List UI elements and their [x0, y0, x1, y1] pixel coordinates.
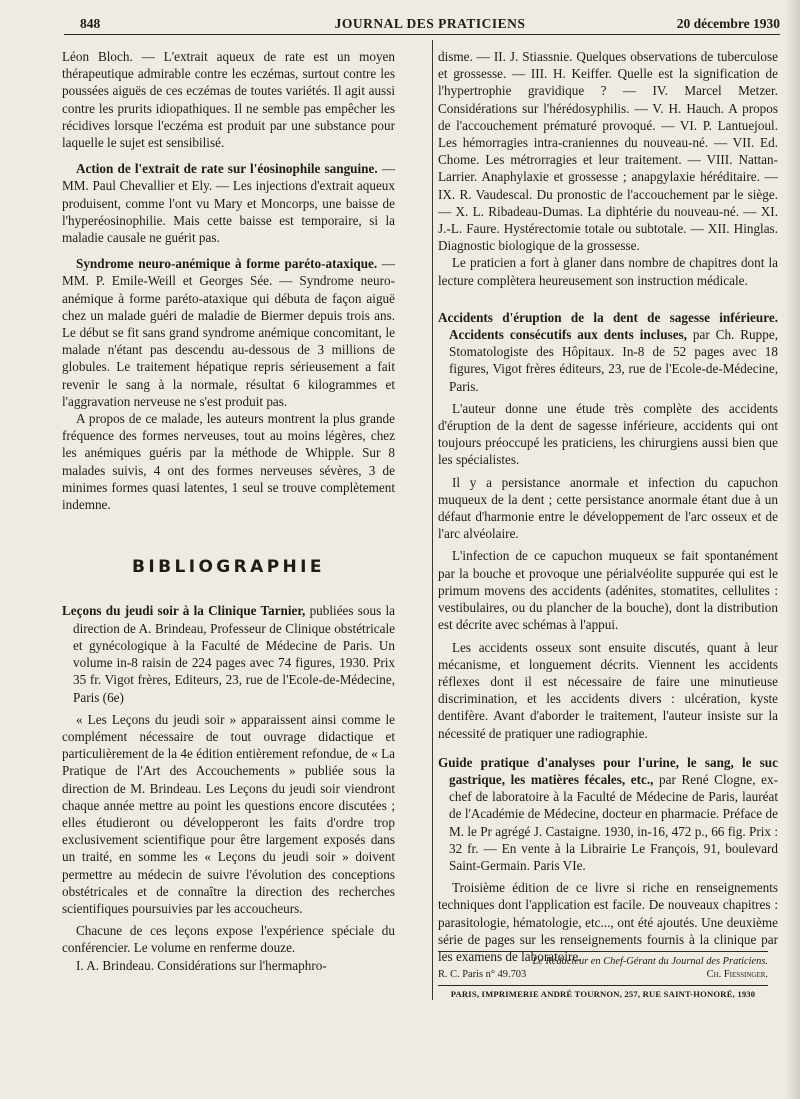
review-body: par René Clogne, ex-chef de laboratoire à la Faculté de Médecine de Paris, lauréat de l'Académie de Médecine, docteur en pharmacie. Préface de M. le Pr agrégé J. Castaigne. 1930, in-16, 472 p., 66 fig. Prix : 32 fr. — En vente à la Librairie Le François, 91, boulevard Saint-Germain. Paris VIe. [449, 771, 778, 873]
section-heading-bibliographie: BIBLIOGRAPHIE [132, 557, 325, 578]
colophon-row [438, 968, 768, 981]
article-rate-eosinophile [62, 160, 395, 246]
article-bloch: Léon Bloch. — L'extrait aqueux de rate est un moyen thérapeutique admirable contre les eczémas, surtout contre les poussées aiguës de ces eczémas de toutes variétés. Il agit aussi contre les prurits idiopathiques. Il ne semble pas empêcher les récidives lorsque l'eczéma est produit par une substance pour laquelle le sujet est sensibilisé. [62, 49, 395, 151]
review-title: Leçons du jeudi soir à la Clinique Tarnier, [62, 603, 306, 619]
journal-title: JOURNAL DES PRATICIENS [334, 16, 526, 31]
table-of-contents: disme. — II. J. Stiassnie. Quelques observations de tuberculose et grossesse. — III. H. Keiffer. Quelle est la signification de l'hypertrophie gravidique ? — IV. Marcel Metzer. Considérations sur l'hérédosyphilis. — V. H. Hauch. A propos de l'accouchement prématuré provoqué. — VI. P. Lantuejoul. Les hémorragies intra-craniennes du nouveau-né. — VII. Ed. Chome. Les métrorragies et leur traitement. — VIII. Nattan-Larrier. Anaphylaxie et grossesse ; anapgylaxie héréditaire. — IX. R. Vaudescal. Du pronostic de l'accouchement par le siège. — X. L. Ribadeau-Dumas. La diphtérie du nouveau-né. — XI. J.-L. Faure. Hystérectomie totale ou subtotale. — XII. Hinglas. Diagnostic biologique de la grossesse. [438, 49, 778, 254]
editor-line: Le Rédacteur en Chef-Gérant du Journal des Praticiens. [438, 951, 768, 968]
paragraph: Il y a persistance anormale et infection du capuchon muqueux de la dent ; cette persistance anormale étant due à un défaut d'harmonie entre le développement de l'arc osseux et de l'arc alvéolaire. [438, 474, 778, 542]
review-title: Guide pratique d'analyses pour l'urine, le sang, le suc gastrique, les matières fécales, etc., [438, 754, 778, 787]
header-rule [64, 34, 780, 35]
review-dent-de-sagesse [438, 309, 778, 395]
registry-number: R. C. Paris n° 49.703 [438, 969, 527, 980]
article-body: — MM. Paul Chevallier et Ely. — Les injections d'extrait aqueux produisent, comme l'ont vu Mary et Moncorps, une baisse de l'hyperéosinophilie. Mais cette baisse est temporaire, si la maladie causale ne guérit pas. [62, 161, 396, 246]
printer-line: PARIS, IMPRIMERIE ANDRÉ TOURNON, 257, RUE SAINT-HONORÉ, 1930 [438, 985, 768, 1001]
page-edge-shadow [784, 0, 800, 1099]
running-header [80, 16, 780, 36]
paragraph: A propos de ce malade, les auteurs montrent la plus grande fréquence des formes nerveuses, tout au moins légères, chez les anémiques guéris par la méthode de Whipple. Sur 8 malades suivis, 4 ont des formes nerveuses sévères, 3 de minimes formes quasi latentes, 1 seul se trouve complètement indemne. [62, 411, 395, 513]
right-column [438, 48, 778, 965]
paragraph: « Les Leçons du jeudi soir » apparaissent ainsi comme le complément nécessaire de tout ouvrage didactique et particulièrement de la 4e édition entièrement refondue, de « La Pratique de l'Art des Accouchements » publiée sous la direction de M. Brindeau. Les Leçons du jeudi soir viendront chaque année mettre au point les questions encore discutées ; elles étudieront ou développeront les faits d'ordre trop exclusivement scientifique pour être largement exposés dans un traité, en somme les « Leçons du jeudi soir » doivent permettre au médecin de suivre l'évolution des conceptions obstétricales et de connaître la direction des recherches scientifiques poursuivies par les accoucheurs. [62, 711, 395, 916]
editor-signature: Ch. Fiessinger. [706, 969, 768, 980]
review-body: publiées sous la direction de A. Brindeau, Professeur de Clinique obstétricale et gynécologique à la Faculté de Médecine de Paris. Un volume in-8 raisin de 224 pages avec 74 figures, 1930. Prix 35 fr. Vigot frères, Editeurs, 23, rue de l'Ecole-de-Médecine, Paris (6e) [73, 603, 395, 705]
paragraph: L'infection de ce capuchon muqueux se fait spontanément par la bouche et provoque une périalvéolite suppurée qui est le primum movens des accidents (adénites, stomatites, cellulites : vestibulaires, ou du plancher de la bouche), dont la distribution est décrite avec schémas à l'appui. [438, 548, 778, 633]
review-title: Accidents d'éruption de la dent de sagesse inférieure. Accidents consécutifs aux dents incluses, [438, 309, 778, 343]
issue-date: 20 décembre 1930 [676, 16, 780, 31]
article-title: Action de l'extrait de rate sur l'éosinophile sanguine. [76, 161, 378, 177]
review-lecons-tarnier [62, 602, 395, 705]
article-title: Syndrome neuro-anémique à forme paréto-ataxique. [76, 256, 378, 272]
article-body: — MM. P. Emile-Weill et Georges Sée. — Syndrome neuro-anémique à forme paréto-ataxique qui débuta de façon aiguë chez un malade guéri de maladie de Biermer depuis trois ans. Le début se fit sans grand syndrome anémique concomitant, le malade n'étant pas descendu au-dessous de 3 millions de globules. Le traitement hépatique repris sérieusement a fait revenir le sang à la normale, résultat 6 kilogrammes et l'aggravation nerveuse ne s'est produit pas. [62, 256, 396, 409]
article-syndrome-neuro-anemique [62, 255, 395, 410]
paragraph: Les accidents osseux sont ensuite discutés, quant à leur mécanisme, et longuement décrits. Viennent les accidents réflexes dont il est nécessaire de faire une minutieuse discrimination, et les accidents divers : ulcération, kyste dentifère. Avant d'aborder le traitement, l'auteur insiste sur la nécessité de pratiquer une radiographie. [438, 639, 778, 741]
page-number: 848 [80, 16, 101, 31]
column-divider [432, 40, 433, 1000]
paragraph: I. A. Brindeau. Considérations sur l'hermaphro- [76, 957, 327, 973]
paragraph: Troisième édition de ce livre si riche en renseignements techniques dont l'application est facile. De nouveaux chapitres : parasitologie, hématologie, etc..., ont été ajoutés. Une deuxième série de pages sur les renseignements fournis à la clinique par les examens de laboratoire. [438, 880, 778, 964]
review-guide-analyses [438, 754, 778, 874]
paragraph: Chacune de ces leçons expose l'expérience spéciale du conférencier. Le volume en renferme douze. [62, 923, 395, 956]
paragraph: Le praticien a fort à glaner dans nombre de chapitres dont la lecture complètera heureusement son instruction médicale. [438, 255, 778, 288]
paragraph: L'auteur donne une étude très complète des accidents d'éruption de la dent de sagesse inférieure, accidents qui ont toujours préoccupé les praticiens, les chirurgiens aussi bien que les spécialistes. [438, 400, 778, 468]
review-body: par Ch. Ruppe, Stomatologiste des Hôpitaux. In-8 de 52 pages avec 18 figures, Vigot frères éditeurs, 23, rue de l'Ecole-de-Médecine, Paris. [449, 327, 778, 394]
left-column [62, 48, 395, 974]
colophon [438, 951, 768, 1001]
